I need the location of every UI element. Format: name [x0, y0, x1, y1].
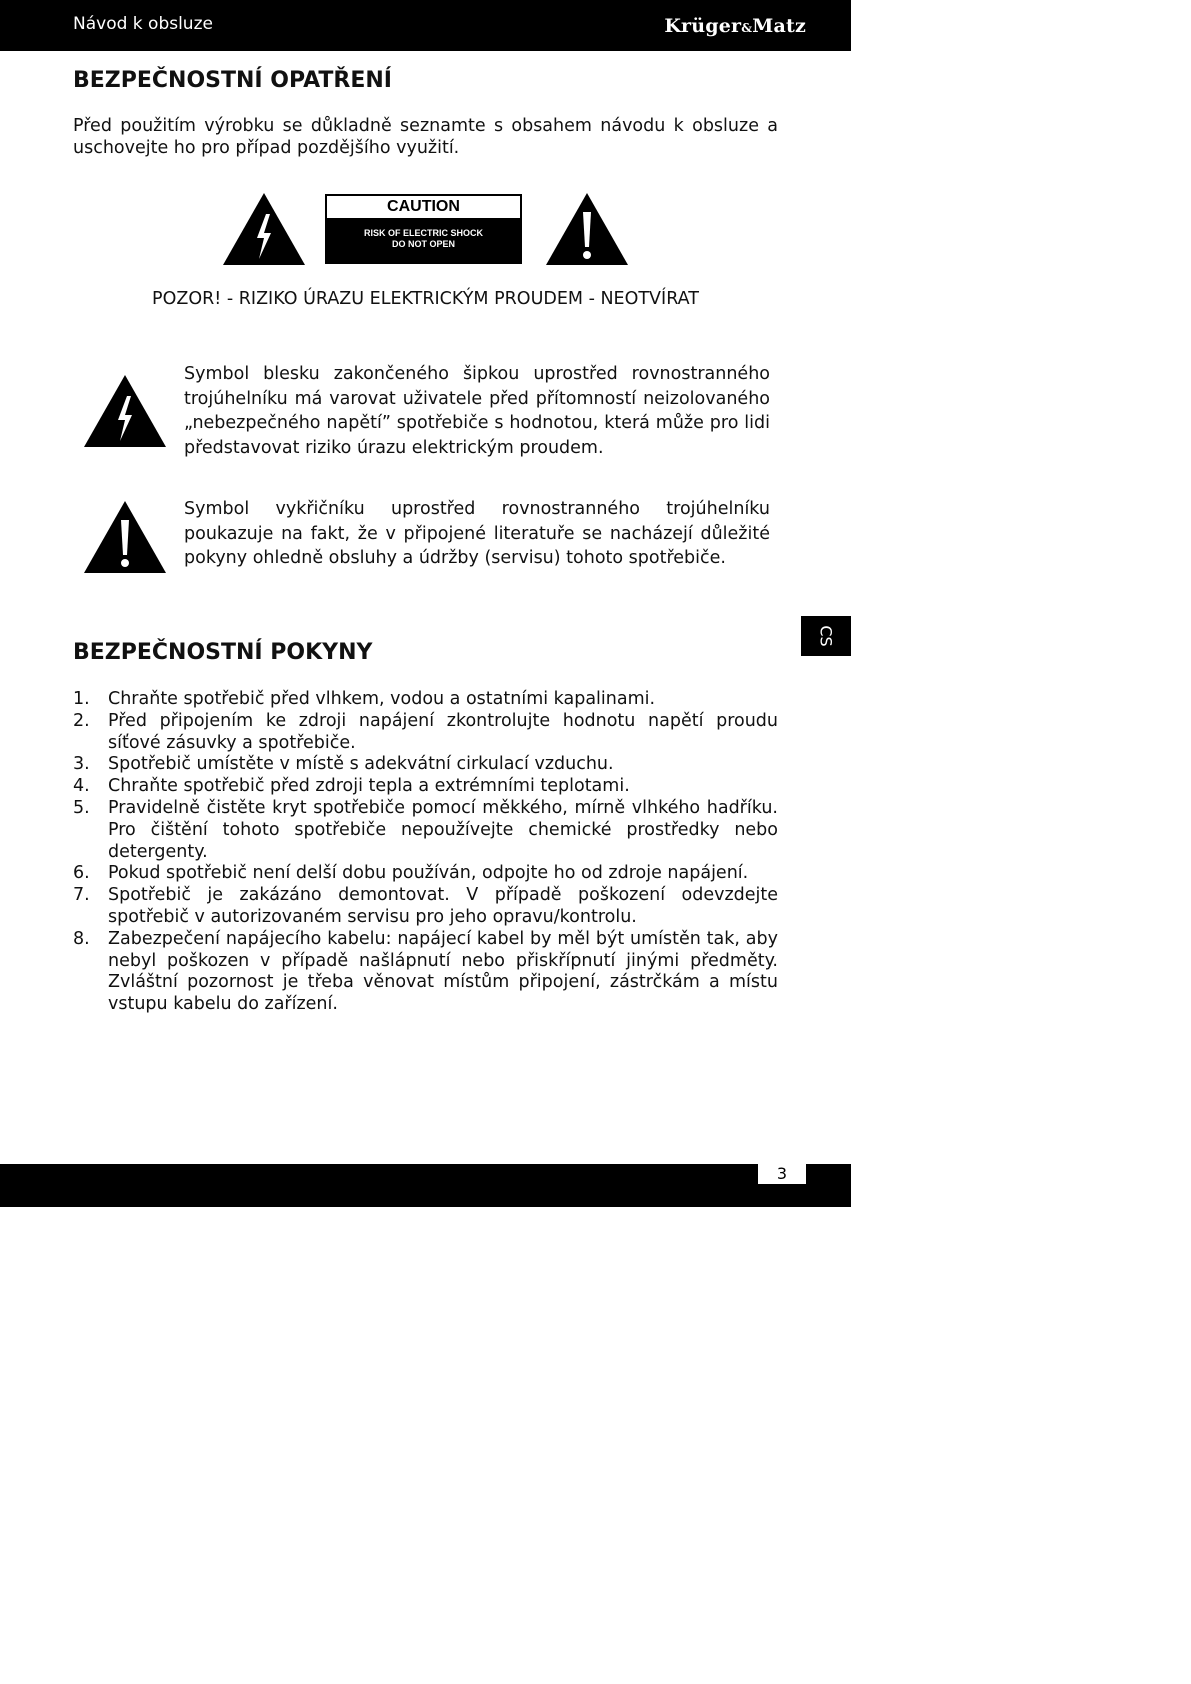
language-code: CS [816, 625, 836, 647]
page-number: 3 [758, 1164, 806, 1184]
symbol-description: Symbol vykřičníku uprostřed rovnostranného trojúhelníku poukazuje na fakt, že v připojené literatuře se nacházejí důležité pokyny ohledně obsluhy a údržby (servisu) tohoto spotřebiče. [184, 499, 770, 568]
list-item [73, 754, 778, 776]
list-item [73, 711, 778, 755]
safety-instructions-list [73, 689, 778, 1016]
item-text: Pokud spotřebič není delší dobu používán, odpojte ho od zdroje napájení. [108, 863, 749, 884]
caution-title: CAUTION [327, 196, 520, 218]
lightning-triangle-icon [83, 374, 167, 448]
item-text: Zabezpečení napájecího kabelu: napájecí kabel by měl být umístěn tak, aby nebyl poškozen v případě našlápnutí nebo přiskřípnutí jinými předměty. Zvláštní pozornost je třeba věnovat místům připojení, zástrčkám a místu vstupu kabelu do zařízení. [108, 928, 778, 1015]
item-number: 2. [73, 710, 90, 731]
language-tab [801, 616, 851, 656]
section-title-safety-instructions: BEZPEČNOSTNÍ POKYNY [73, 640, 373, 665]
caution-risk-text: RISK OF ELECTRIC SHOCK [363, 228, 483, 238]
item-number: 5. [73, 797, 90, 818]
list-item [73, 885, 778, 929]
item-number: 8. [73, 928, 90, 949]
item-text: Spotřebič je zakázáno demontovat. V případě poškození odevzdejte spotřebič v autorizovaném servisu pro jeho opravu/kontrolu. [108, 885, 778, 927]
item-text: Pravidelně čistěte kryt spotřebiče pomocí měkkého, mírně vlhkého hadříku. Pro čištění tohoto spotřebiče nepoužívejte chemické prostředky nebo detergenty. [108, 797, 778, 862]
caution-do-not-open-text: DO NOT OPEN [391, 239, 455, 249]
exclamation-triangle-icon [83, 500, 167, 574]
item-number: 3. [73, 754, 90, 775]
exclamation-triangle-icon [545, 192, 629, 266]
lightning-triangle-icon [222, 192, 306, 266]
item-text: Spotřebič umístěte v místě s adekvátní cirkulací vzduchu. [108, 754, 614, 775]
caution-symbols-row [0, 192, 851, 267]
list-item [73, 776, 778, 798]
list-item [73, 929, 778, 1016]
warning-caption: POZOR! - RIZIKO ÚRAZU ELEKTRICKÝM PROUDEM - NEOTVÍRAT [152, 289, 699, 309]
item-text: Před připojením ke zdroji napájení zkontrolujte hodnotu napětí proudu síťové zásuvky a spotřebiče. [108, 710, 778, 753]
brand-name-part-1: Krüger [664, 15, 742, 37]
caution-label [325, 194, 522, 264]
brand-name-part-2: Matz [752, 15, 806, 37]
list-item [73, 863, 778, 885]
brand-ampersand: & [741, 21, 753, 35]
document-title: Návod k obsluze [73, 14, 213, 34]
item-number: 4. [73, 776, 90, 797]
item-number: 1. [73, 689, 90, 709]
item-number: 7. [73, 885, 90, 906]
list-item [73, 798, 778, 863]
footer-bar [0, 1164, 851, 1207]
brand-logo [664, 15, 806, 37]
item-text: Chraňte spotřebič před vlhkem, vodou a ostatními kapalinami. [108, 689, 656, 709]
item-text: Chraňte spotřebič před zdroji tepla a extrémními teplotami. [108, 776, 630, 797]
item-number: 6. [73, 863, 90, 884]
intro-paragraph: Před použitím výrobku se důkladně seznamte s obsahem návodu k obsluze a uschovejte ho pro případ pozdějšího využití. [73, 116, 778, 158]
header-bar [0, 0, 851, 51]
list-item [73, 689, 778, 711]
symbol-description: Symbol blesku zakončeného šipkou uprostřed rovnostranného trojúhelníku má varovat uživatele před přítomností neizolovaného „nebezpečného napětí” spotřebiče s hodnotou, která může pro lidi představovat riziko úrazu elektrickým proudem. [184, 364, 770, 458]
section-title-safety-precautions: BEZPEČNOSTNÍ OPATŘENÍ [73, 68, 392, 93]
